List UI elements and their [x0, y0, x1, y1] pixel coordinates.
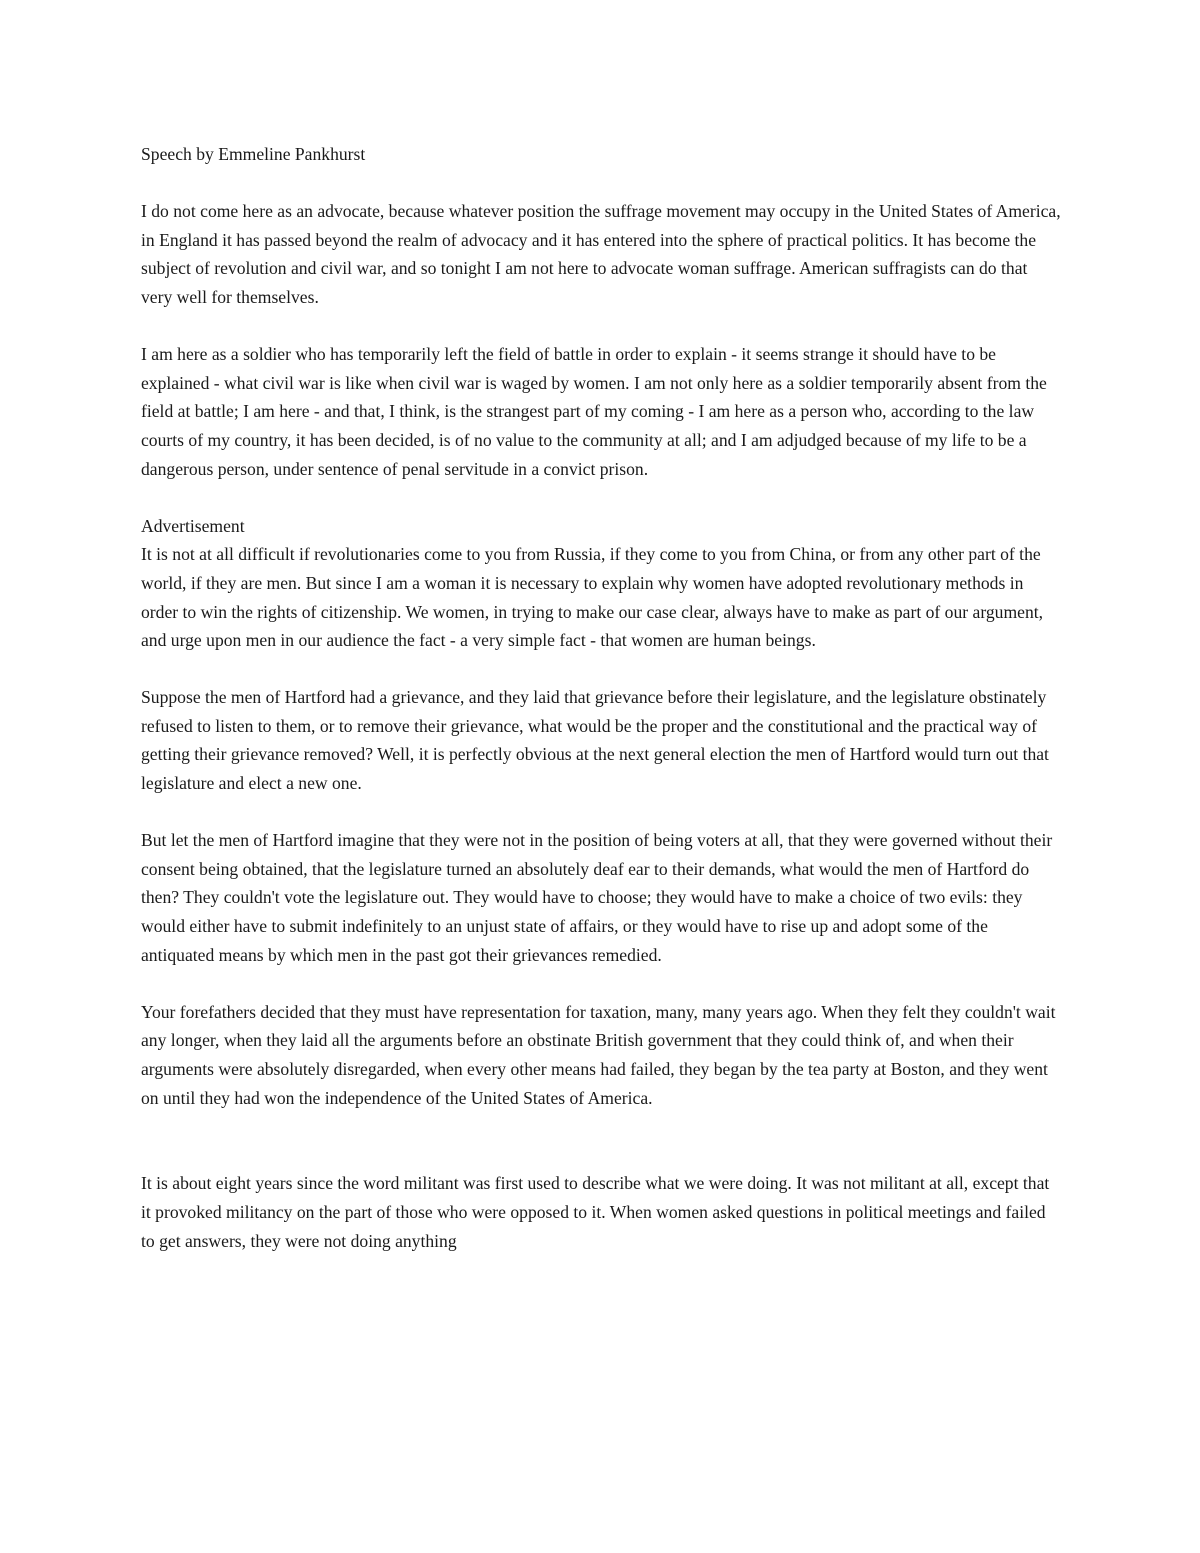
paragraph-6: Your forefathers decided that they must have representation for taxation, many, many years ago. When they felt they couldn't wait any longer, when they laid all the arguments before an obstinate British government that they could think of, and when their arguments were absolutely disregarded, when every other means had failed, they began by the tea party at Boston, and they went on until they had won the independence of the United States of America.: [141, 1001, 1056, 1108]
paragraph-2: I am here as a soldier who has temporarily left the field of battle in order to explain - it seems strange it should have to be explained - what civil war is like when civil war is waged by women. I am not only here as a soldier temporarily absent from the field at battle; I am here - and that, I think, is the strangest part of my coming - I am here as a person who, according to the law courts of my country, it has been decided, is of no value to the community at all; and I am adjudged because of my life to be a dangerous person, under sentence of penal servitude in a convict prison.: [141, 344, 1047, 479]
document-body: [141, 140, 1061, 1255]
paragraph-5: But let the men of Hartford imagine that they were not in the position of being voters at all, that they were governed without their consent being obtained, that the legislature turned an absolutely deaf ear to their demands, what would the men of Hartford do then? They couldn't vote the legislature out. They would have to choose; they would have to make a choice of two evils: they would either have to submit indefinitely to an unjust state of affairs, or they would have to rise up and adopt some of the antiquated means by which men in the past got their grievances remedied.: [141, 830, 1053, 965]
advertisement-label: Advertisement: [141, 515, 245, 536]
paragraph-4: Suppose the men of Hartford had a grievance, and they laid that grievance before their legislature, and the legislature obstinately refused to listen to them, or to remove their grievance, what would be the proper and the constitutional and the practical way of getting their grievance removed? Well, it is perfectly obvious at the next general election the men of Hartford would turn out that legislature and elect a new one.: [141, 687, 1049, 794]
document-title: Speech by Emmeline Pankhurst: [141, 144, 366, 164]
paragraph-3: It is not at all difficult if revolutionaries come to you from Russia, if they come to you from China, or from any other part of the world, if they are men. But since I am a woman it is necessary to explain why women have adopted revolutionary methods in order to win the rights of citizenship. We women, in trying to make our case clear, always have to make as part of our argument, and urge upon men in our audience the fact - a very simple fact - that women are human beings.: [141, 544, 1044, 651]
paragraph-7: It is about eight years since the word militant was first used to describe what we were doing. It was not militant at all, except that it provoked militancy on the part of those who were opposed to it. When women asked questions in political meetings and failed to get answers, they were not doing anything: [141, 1173, 1050, 1251]
paragraph-1: I do not come here as an advocate, because whatever position the suffrage movement may occupy in the United States of America, in England it has passed beyond the realm of advocacy and it has entered into the sphere of practical politics. It has become the subject of revolution and civil war, and so tonight I am not here to advocate woman suffrage. American suffragists can do that very well for themselves.: [141, 201, 1061, 307]
